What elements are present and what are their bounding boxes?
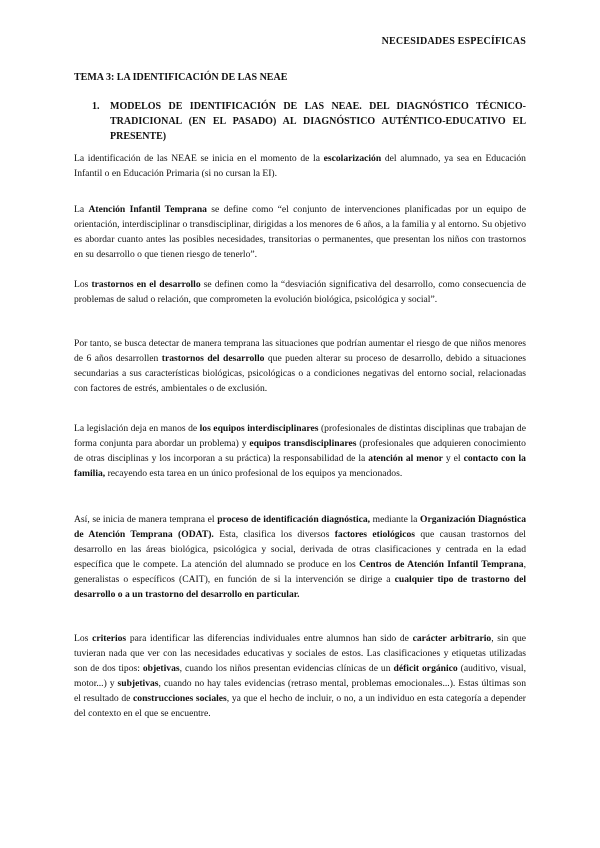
paragraph-criterios: Los criterios para identificar las diferencias individuales entre alumnos han sido de carácter arbitrario, sin que tuvieran nada que ver con las necesidades educativas y sociales de estos. Las clasificaciones y etiquetas utilizadas son de dos tipos: objetivas, cuando los niños presentan evidencias clínicas de un déficit orgánico (auditivo, visual, motor...) y subjetivas, cuando no hay tales evidencias (retraso mental, problemas emocionales...). Estas últimas son el resultado de construcciones sociales, ya que el hecho de incluir, o no, a un individuo en esta categoría a depender del contexto en el que se encuentre. xyxy=(74,633,527,720)
running-header: NECESIDADES ESPECÍFICAS xyxy=(381,36,526,47)
paragraph-deteccion: Por tanto, se busca detectar de manera temprana las situaciones que podrían aumentar el riesgo de que niños menores de 6 años desarrollen trastornos del desarrollo que pueden alterar su proceso de desarrollo, debido a situaciones secundarias a sus características biológicas, psicológicas o a condiciones negativas del entorno social, relacionadas con factores de estrés, ambientales o de exclusión. xyxy=(74,338,526,395)
paragraph-trastornos: Los trastornos en el desarrollo se definen como la “desviación significativa del desarrollo, como consecuencia de problemas de salud o relación, que comprometen la evolución biológica, psicológica y social”. xyxy=(74,279,526,306)
paragraph-legislacion: La legislación deja en manos de los equipos interdisciplinares (profesionales de distintas disciplinas que trabajan de forma conjunta para abordar un problema) y equipos transdisciplinares (profesionales que adquieren conocimiento de otras disciplinas y los incorporan a su práctica) la responsabilidad de la atención al menor y el contacto con la familia, recayendo esta tarea en un único profesional de los equipos ya mencionados. xyxy=(74,423,526,480)
section-title: MODELOS DE IDENTIFICACIÓN DE LAS NEAE. DEL DIAGNÓSTICO TÉCNICO-TRADICIONAL (EN EL PASADO) AL DIAGNÓSTICO AUTÉNTICO-EDUCATIVO EL PRESENTE) xyxy=(110,101,526,142)
section-number: 1. xyxy=(92,101,100,112)
section-heading xyxy=(74,99,526,144)
paragraph-odat: Así, se inicia de manera temprana el proceso de identificación diagnóstica, mediante la Organización Diagnóstica de Atención Temprana (ODAT). Esta, clasifica los diversos factores etiológicos que causan trastornos del desarrollo en las áreas biológica, psicológica y social, derivada de otras clasificaciones y centrada en la edad específica que le compete. La atención del alumnado se produce en los Centros de Atención Infantil Temprana, generalistas o específicos (CAIT), en función de si la intervención se dirige a cualquier tipo de trastorno del desarrollo o a un trastorno del desarrollo en particular. xyxy=(74,514,527,601)
paragraph-escolarizacion: La identificación de las NEAE se inicia en el momento de la escolarización del alumnado, ya sea en Educación Infantil o en Educación Primaria (si no cursan la EI). xyxy=(74,153,526,180)
chapter-title: TEMA 3: LA IDENTIFICACIÓN DE LAS NEAE xyxy=(74,72,288,83)
paragraph-atencion-temprana: La Atención Infantil Temprana se define como “el conjunto de intervenciones planificadas por un equipo de orientación, interdisciplinar o transdisciplinar, dirigidas a los menores de 6 años, a la familia y al entorno. Su objetivo es abordar cuanto antes las posibles necesidades, transitorias o permanentes, que presentan los niños con trastornos en su desarrollo o que tienen riesgo de tenerlo”. xyxy=(74,204,526,261)
